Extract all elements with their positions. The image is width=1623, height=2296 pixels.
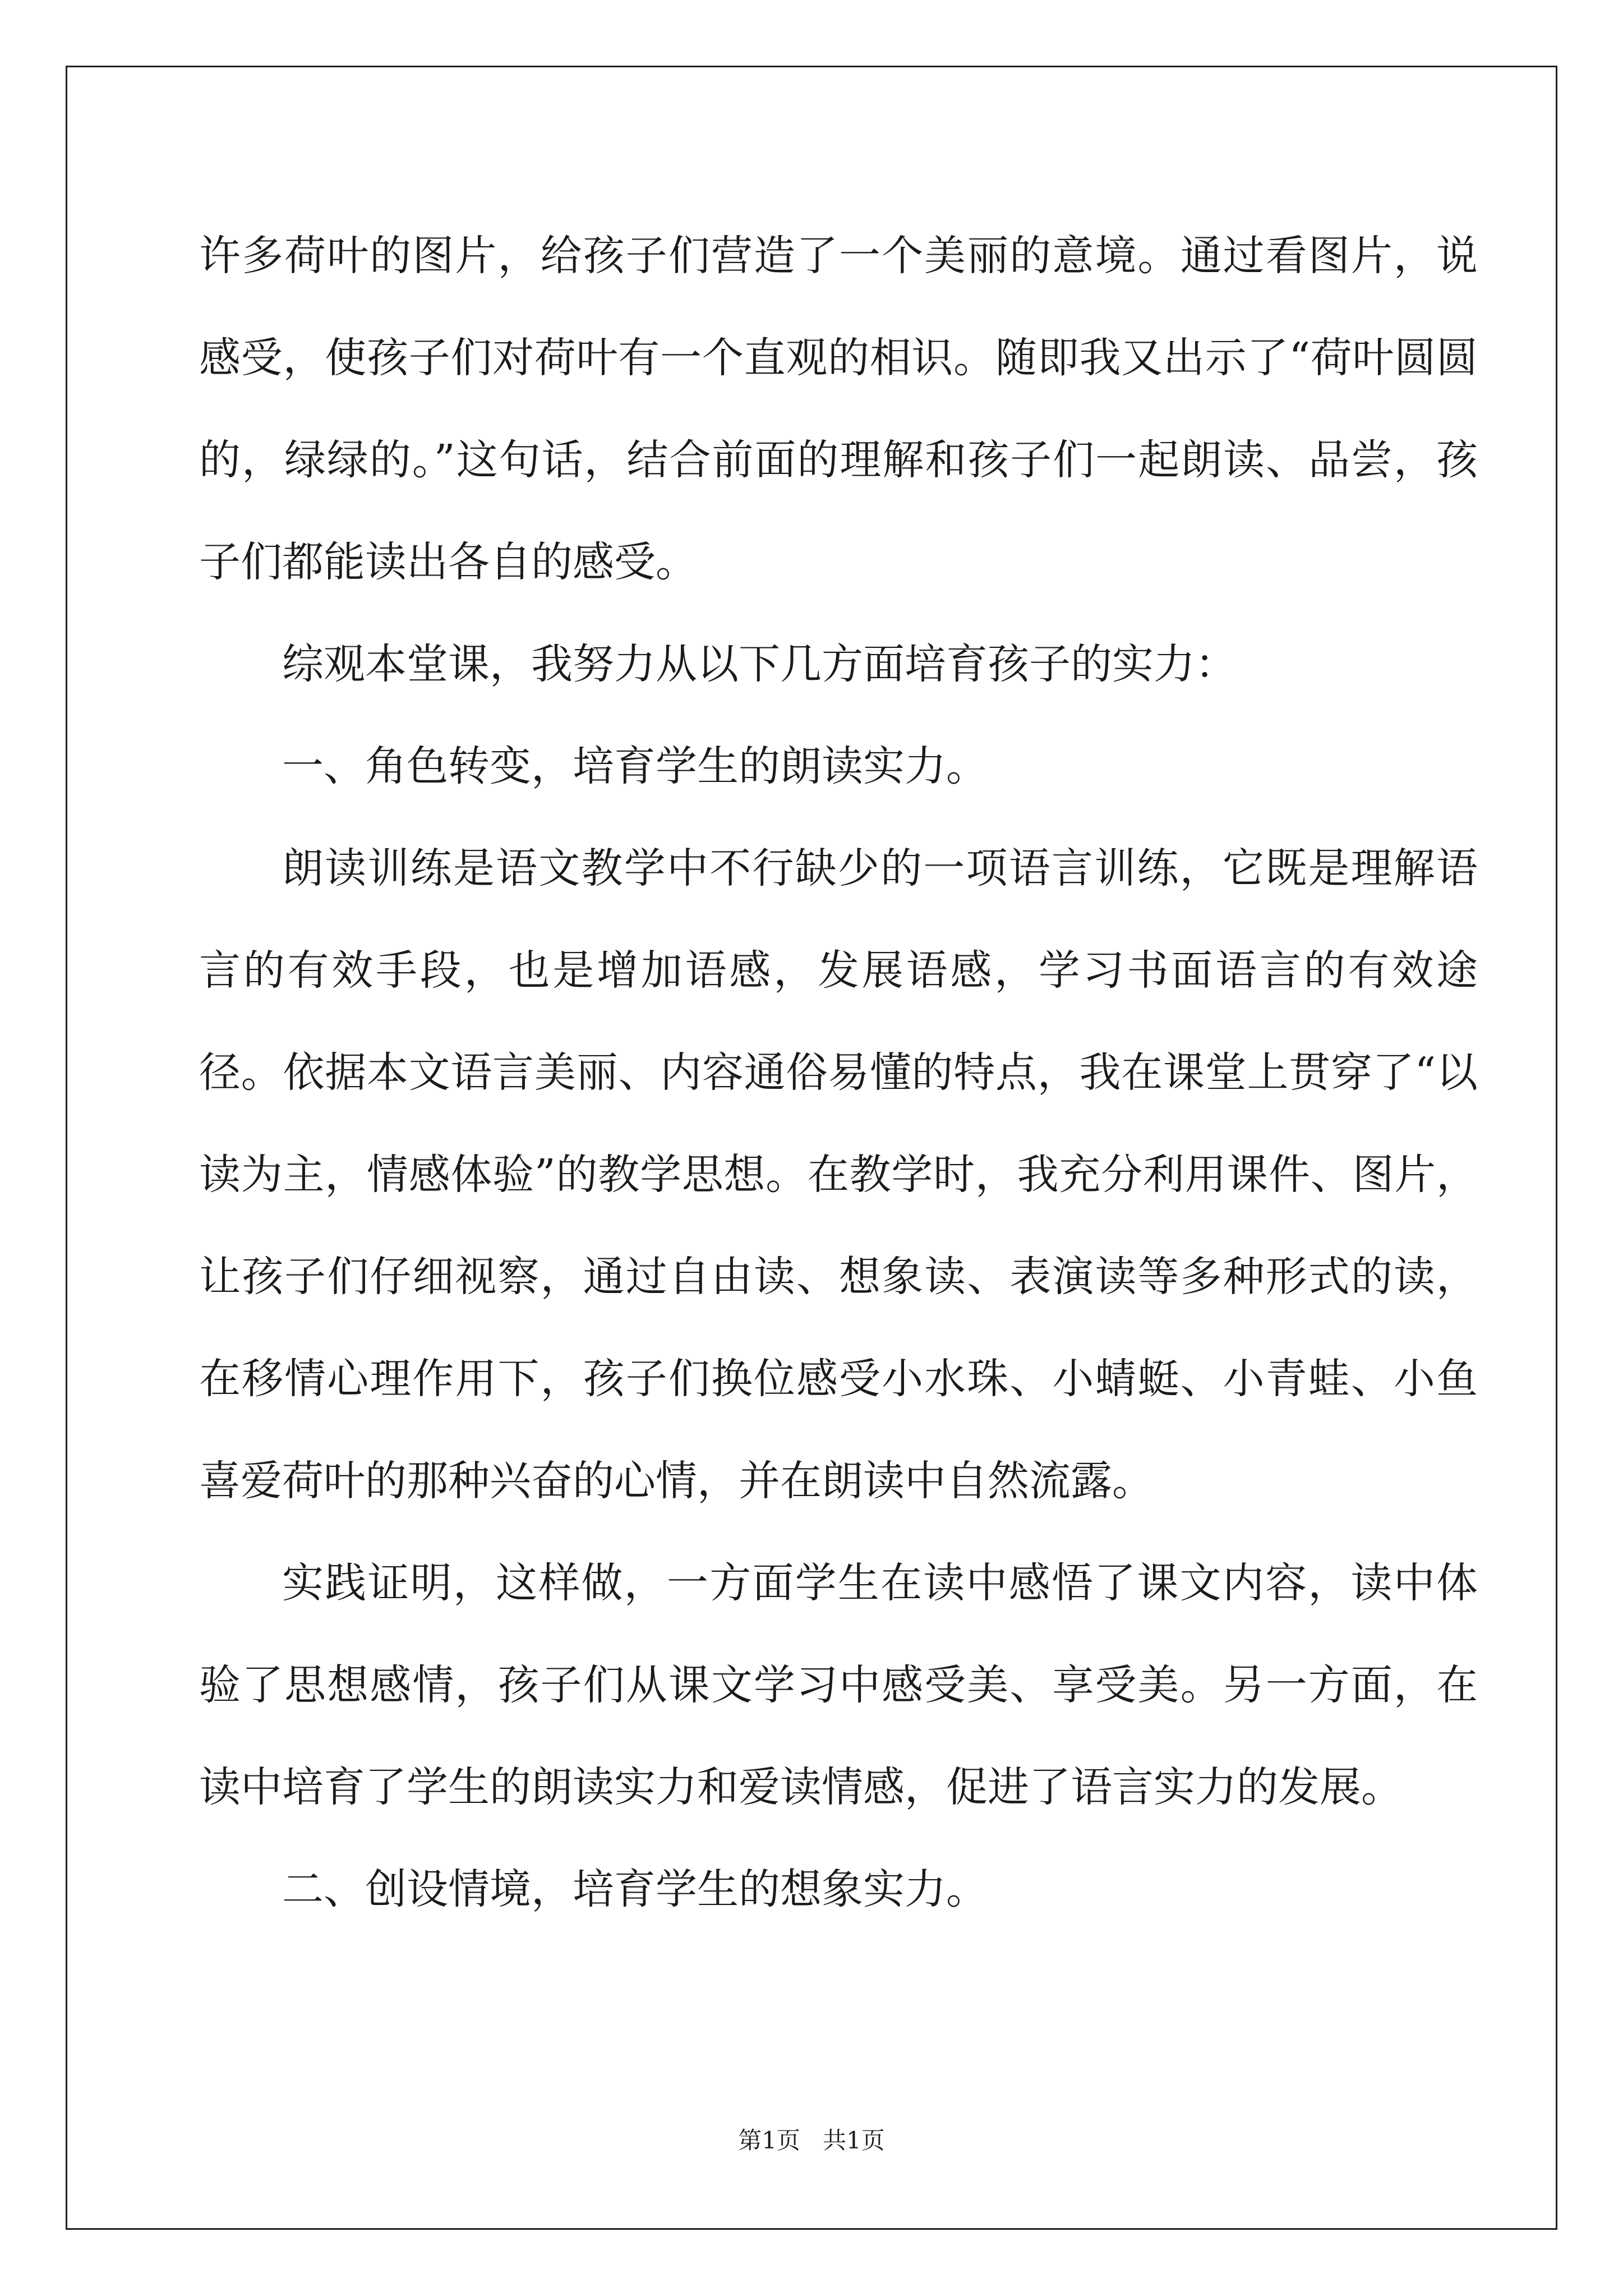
paragraph-1: 许多荷叶的图片，给孩子们营造了一个美丽的意境。通过看图片，说感受，使孩子们对荷叶有一个直观的相识。随即我又出示了“荷叶圆圆的，绿绿的。”这句话，结合前面的理解和孩子们一起朗读、品尝，孩子们都能读出各自的感受。: [199, 232, 1478, 586]
document-body: [199, 205, 1478, 1940]
paragraph-4: 朗读训练是语文教学中不行缺少的一项语言训练，它既是理解语言的有效手段，也是增加语感，发展语感，学习书面语言的有效途径。依据本文语言美丽、内容通俗易懂的特点，我在课堂上贯穿了“以读为主，情感体验”的教学思想。在教学时，我充分利用课件、图片，让孩子们仔细视察，通过自由读、想象读、表演读等多种形式的读，在移情心理作用下，孩子们换位感受小水珠、小蜻蜓、小青蛙、小鱼喜爱荷叶的那种兴奋的心情，并在朗读中自然流露。: [199, 844, 1478, 1505]
paragraph-6-heading: 二、创设情境，培育学生的想象实力。: [282, 1865, 988, 1913]
paragraph-3-heading: 一、角色转变，培育学生的朗读实力。: [282, 742, 988, 790]
page-total: 共1页: [823, 2127, 885, 2154]
page-number: 第1页: [738, 2127, 800, 2154]
paragraph-2: 综观本堂课，我努力从以下几方面培育孩子的实力：: [282, 640, 1237, 688]
paragraph-5: 实践证明，这样做，一方面学生在读中感悟了课文内容，读中体验了思想感情，孩子们从课文学习中感受美、享受美。另一方面，在读中培育了学生的朗读实力和爱读情感，促进了语言实力的发展。: [199, 1559, 1478, 1811]
page-footer: [0, 2124, 1623, 2157]
